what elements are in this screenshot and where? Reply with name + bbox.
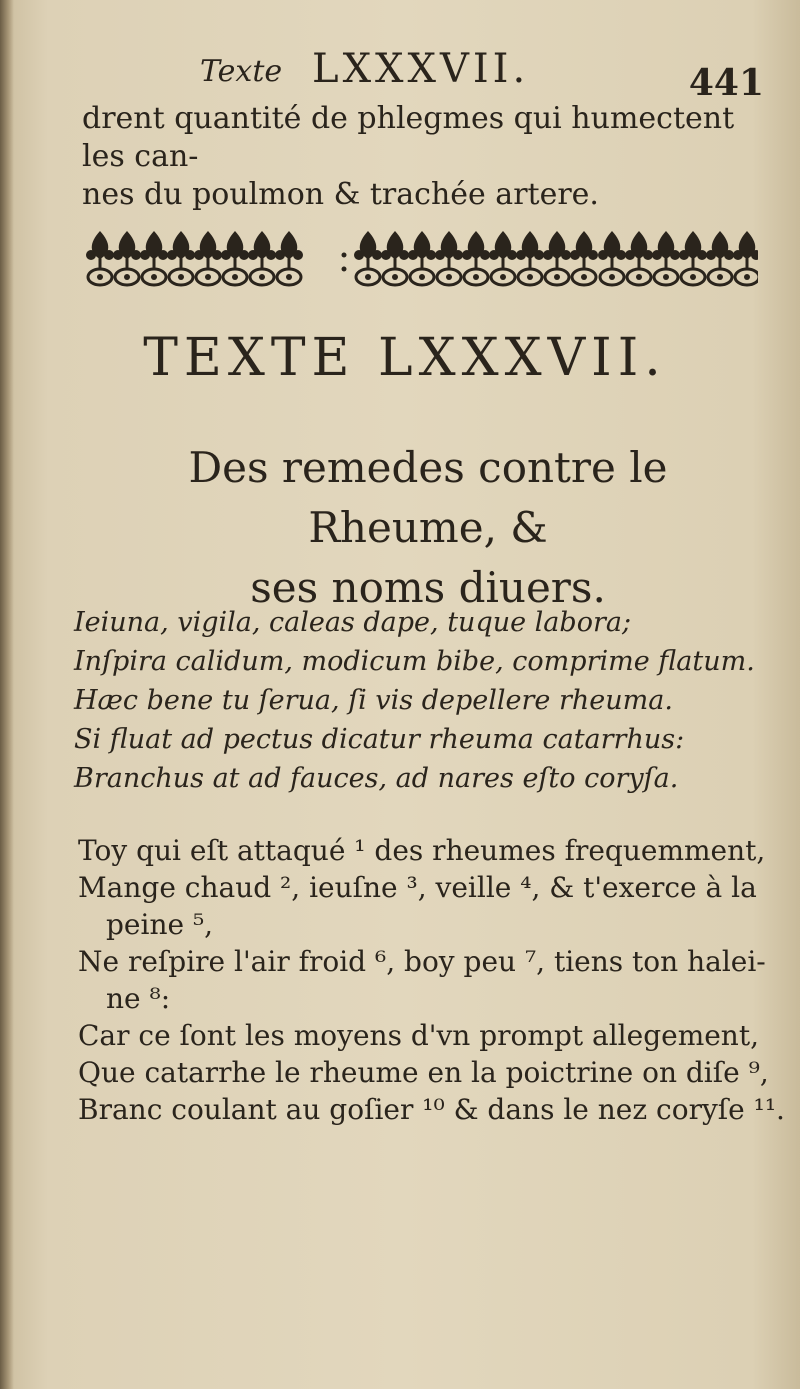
fleuron-unit [275,231,303,285]
french-verse-line: Branc coulant au goſier ¹⁰ & dans le nez coryſe ¹¹. [78,1093,785,1126]
french-verse-line: Car ce ſont les moyens d'vn prompt allegement, [78,1019,759,1052]
fleuron-unit [679,231,707,285]
fleuron-unit [435,231,463,285]
running-head [200,44,770,104]
fleuron-unit [408,231,436,285]
fleuron-unit [733,231,758,285]
latin-verse-line: Ieiuna, vigila, caleas dape, tuque labora; [74,607,632,638]
fleuron-unit [543,231,571,285]
carryover-text [82,100,772,214]
french-verse-line: Que catarrhe le rheume en la poictrine on diſe ⁹, [78,1056,769,1089]
latin-verse-line: Inſpira calidum, modicum bibe, comprime flatum. [74,646,755,677]
french-verse-line: Toy qui eſt attaqué ¹ des rheumes frequemment, [78,834,766,867]
carryover-line: drent quantité de phlegmes qui humectent les can- [82,101,735,174]
fleuron-unit [489,231,517,285]
latin-verse-line: Branchus at ad fauces, ad nares eſto coryſa. [74,763,679,794]
fleuron-unit [570,231,598,285]
fleuron-unit [381,231,409,285]
fleuron-unit [354,231,382,285]
ornament-separator [342,253,347,258]
subtitle-line: Des remedes contre le Rheume, & [188,443,668,552]
fleuron-unit [140,231,168,285]
section-title: TEXTE LXXXVII. [143,328,667,388]
fleuron-unit [248,231,276,285]
running-head-numeral: LXXXVII. [312,46,530,92]
fleuron-unit [706,231,734,285]
fleuron-unit [652,231,680,285]
fleuron-unit [113,231,141,285]
french-verse-line: Mange chaud ², ieuſne ³, veille ⁴, & t'exerce à la [78,871,757,904]
fleuron-unit [598,231,626,285]
fleuron-unit [194,231,222,285]
running-head-italic: Texte [200,54,283,89]
fleuron-unit [462,231,490,285]
section-subtitle [88,438,768,618]
page-number: 441 [688,62,764,104]
latin-verse-line: Hæc bene tu ſerua, ſi vis depellere rheuma. [74,685,673,716]
french-verse-continuation: peine ⁵, [106,908,214,941]
french-verse-continuation: ne ⁸: [106,982,171,1015]
french-verse [78,832,785,1128]
french-verse-line: Ne reſpire l'air froid ⁶, boy peu ⁷, tiens ton halei- [78,945,766,978]
carryover-line: nes du poulmon & trachée artere. [82,177,599,212]
latin-verse-line: Si fluat ad pectus dicatur rheuma catarrhus: [74,724,685,755]
fleuron-unit [625,231,653,285]
subtitle-line: ses noms diuers. [250,563,606,612]
fleuron-unit [167,231,195,285]
ornament-separator [342,267,347,272]
latin-verse [74,603,774,798]
fleuron-unit [516,231,544,285]
fleuron-unit [86,231,114,285]
page-gutter-shadow [0,0,14,1389]
fleuron-band-icon [86,225,758,291]
fleuron-unit [221,231,249,285]
